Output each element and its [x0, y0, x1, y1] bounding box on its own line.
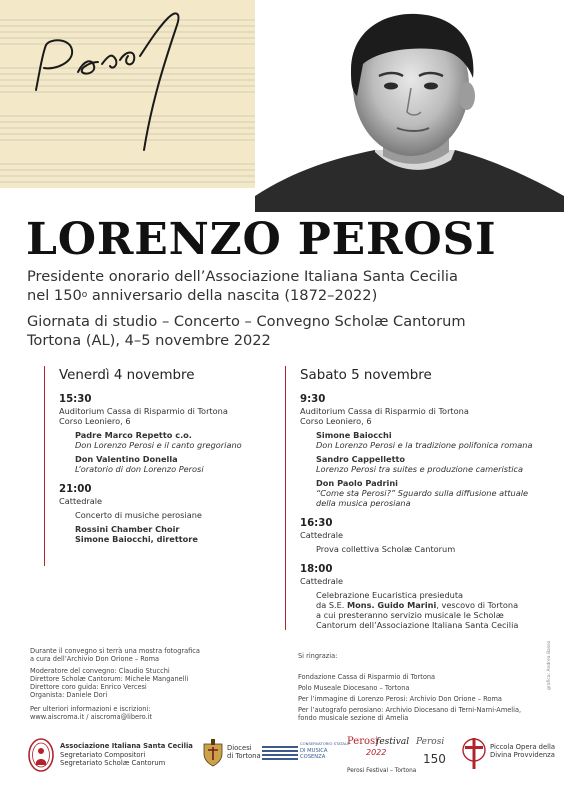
festival-logo-year: 2022 — [366, 748, 387, 757]
credits-line: Organista: Daniele Dori — [30, 691, 108, 699]
event-text: Celebrazione Eucaristica presieduta — [316, 590, 464, 600]
diocese-coat-of-arms-icon — [202, 738, 224, 768]
thanks-line: Per l’immagine di Lorenzo Perosi: Archivio Don Orione – Roma — [298, 695, 502, 703]
event-venue: Cattedrale — [59, 496, 103, 506]
performer-name: Rossini Chamber Choir — [75, 524, 180, 534]
event-text: a cui presteranno servizio musicale le Scholæ — [316, 610, 504, 620]
signature-graphic — [36, 13, 178, 150]
event-time: 15:30 — [59, 394, 92, 405]
event-venue: Cattedrale — [300, 576, 344, 586]
speaker-name: Don Valentino Donella — [75, 454, 178, 464]
event-time: 18:00 — [300, 564, 333, 575]
conservatory-name: COSENZA — [300, 754, 326, 760]
director-name: Simone Baiocchi, direttore — [75, 534, 198, 544]
event-text: Cantorum dell’Associazione Italiana Santa Cecilia — [316, 620, 519, 630]
program-day-2 — [285, 366, 540, 630]
credits-line: Direttore Scholæ Cantorum: Michele Manganelli — [30, 675, 189, 683]
subtitle-line-2: nel 150$^o$ anniversario della nascita (1872–2022) — [27, 287, 378, 304]
diocese-name: di Tortona — [227, 752, 261, 760]
conservatory-name: CONSERVATORIO STATALE — [300, 741, 350, 746]
conservatory-name: DI MUSICA — [300, 748, 328, 754]
day-title: Venerdì 4 novembre — [59, 368, 195, 383]
talk-title: Don Lorenzo Perosi e il canto gregoriano — [75, 440, 242, 450]
speaker-name: Padre Marco Repetto c.o. — [75, 430, 192, 440]
aisc-line: Segretariato Compositori — [60, 751, 146, 759]
opera-name: Piccola Opera della — [490, 743, 556, 751]
subtitle-line-3: Giornata di studio – Concerto – Convegno Scholæ Cantorum — [27, 313, 466, 330]
diocese-name: Diocesi — [227, 744, 252, 752]
talk-title: “Come sta Perosi?” Sguardo sulla diffusione attuale — [316, 488, 529, 498]
conservatory-logo-icon — [262, 744, 298, 764]
speaker-name: Don Paolo Padrini — [316, 478, 398, 488]
aisc-name: Associazione Italiana Santa Cecilia — [60, 742, 193, 750]
thanks-heading: Si ringrazia: — [298, 652, 338, 660]
page-title: LORENZO PEROSI — [26, 214, 497, 265]
thanks-line: Per l’autografo perosiano: Archivio Diocesano di Terni-Narni-Amelia, — [298, 706, 522, 714]
perosi-150-logo-number: 150 — [423, 752, 446, 766]
event-time: 16:30 — [300, 518, 333, 529]
cross-logo-icon — [462, 736, 486, 770]
festival-caption: Perosi Festival – Tortona — [347, 768, 417, 774]
talk-title: L’oratorio di don Lorenzo Perosi — [75, 464, 204, 474]
event-venue: Cattedrale — [300, 530, 344, 540]
aisc-line: Segretariato Scholæ Cantorum — [60, 759, 166, 767]
talk-title: Don Lorenzo Perosi e la tradizione polifonica romana — [316, 440, 533, 450]
thanks-line: Fondazione Cassa di Risparmio di Tortona — [298, 673, 436, 681]
sponsor-logo-bar — [0, 732, 564, 792]
exhibit-note: a cura dell’Archivio Don Orione – Roma — [30, 655, 160, 663]
thanks-line: fondo musicale sezione di Amelia — [298, 714, 409, 722]
hero-banner — [0, 0, 564, 212]
subtitle-line-4: Tortona (AL), 4–5 novembre 2022 — [27, 332, 271, 349]
festival-logo-name: Perosi — [347, 736, 379, 747]
event-address: Corso Leoniero, 6 — [59, 416, 131, 426]
festival-logo-word: festival — [376, 737, 410, 747]
exhibit-note: Durante il convegno si terrà una mostra fotografica — [30, 647, 200, 655]
event-text: Concerto di musiche perosiane — [75, 510, 202, 520]
credits-line: Moderatore del convegno: Claudio Stucchi — [30, 667, 170, 675]
day-title: Sabato 5 novembre — [300, 368, 432, 383]
event-venue: Auditorium Cassa di Risparmio di Tortona — [59, 406, 228, 416]
credits-line: Direttore coro guida: Enrico Vercesi — [30, 683, 147, 691]
perosi-150-logo-name: Perosi — [416, 737, 445, 747]
speaker-name: Sandro Cappelletto — [316, 454, 406, 464]
portrait-photo — [255, 0, 564, 212]
event-venue: Auditorium Cassa di Risparmio di Tortona — [300, 406, 469, 416]
contact-link[interactable]: www.aiscroma.it / aiscroma@libero.it — [30, 713, 153, 721]
speaker-name: Simone Baiocchi — [316, 430, 392, 440]
opera-name: Divina Provvidenza — [490, 751, 555, 759]
subtitle-line-1: Presidente onorario dell’Associazione Italiana Santa Cecilia — [27, 268, 458, 285]
event-text: da S.E. Mons. Guido Marini, vescovo di Tortona — [316, 600, 519, 610]
aisc-seal-icon — [28, 738, 54, 772]
info-line: Per ulteriori informazioni e iscrizioni: — [30, 705, 151, 713]
event-time: 21:00 — [59, 484, 92, 495]
event-time: 9:30 — [300, 394, 326, 405]
event-address: Corso Leoniero, 6 — [300, 416, 372, 426]
talk-title: Lorenzo Perosi tra suites e produzione cameristica — [316, 464, 524, 474]
design-credit: grafica: Andrea Basso — [547, 640, 552, 690]
talk-title-cont: della musica perosiana — [316, 498, 411, 508]
program-day-1 — [44, 366, 299, 566]
thanks-line: Polo Museale Diocesano – Tortona — [298, 684, 410, 692]
event-text: Prova collettiva Scholæ Cantorum — [316, 544, 456, 554]
